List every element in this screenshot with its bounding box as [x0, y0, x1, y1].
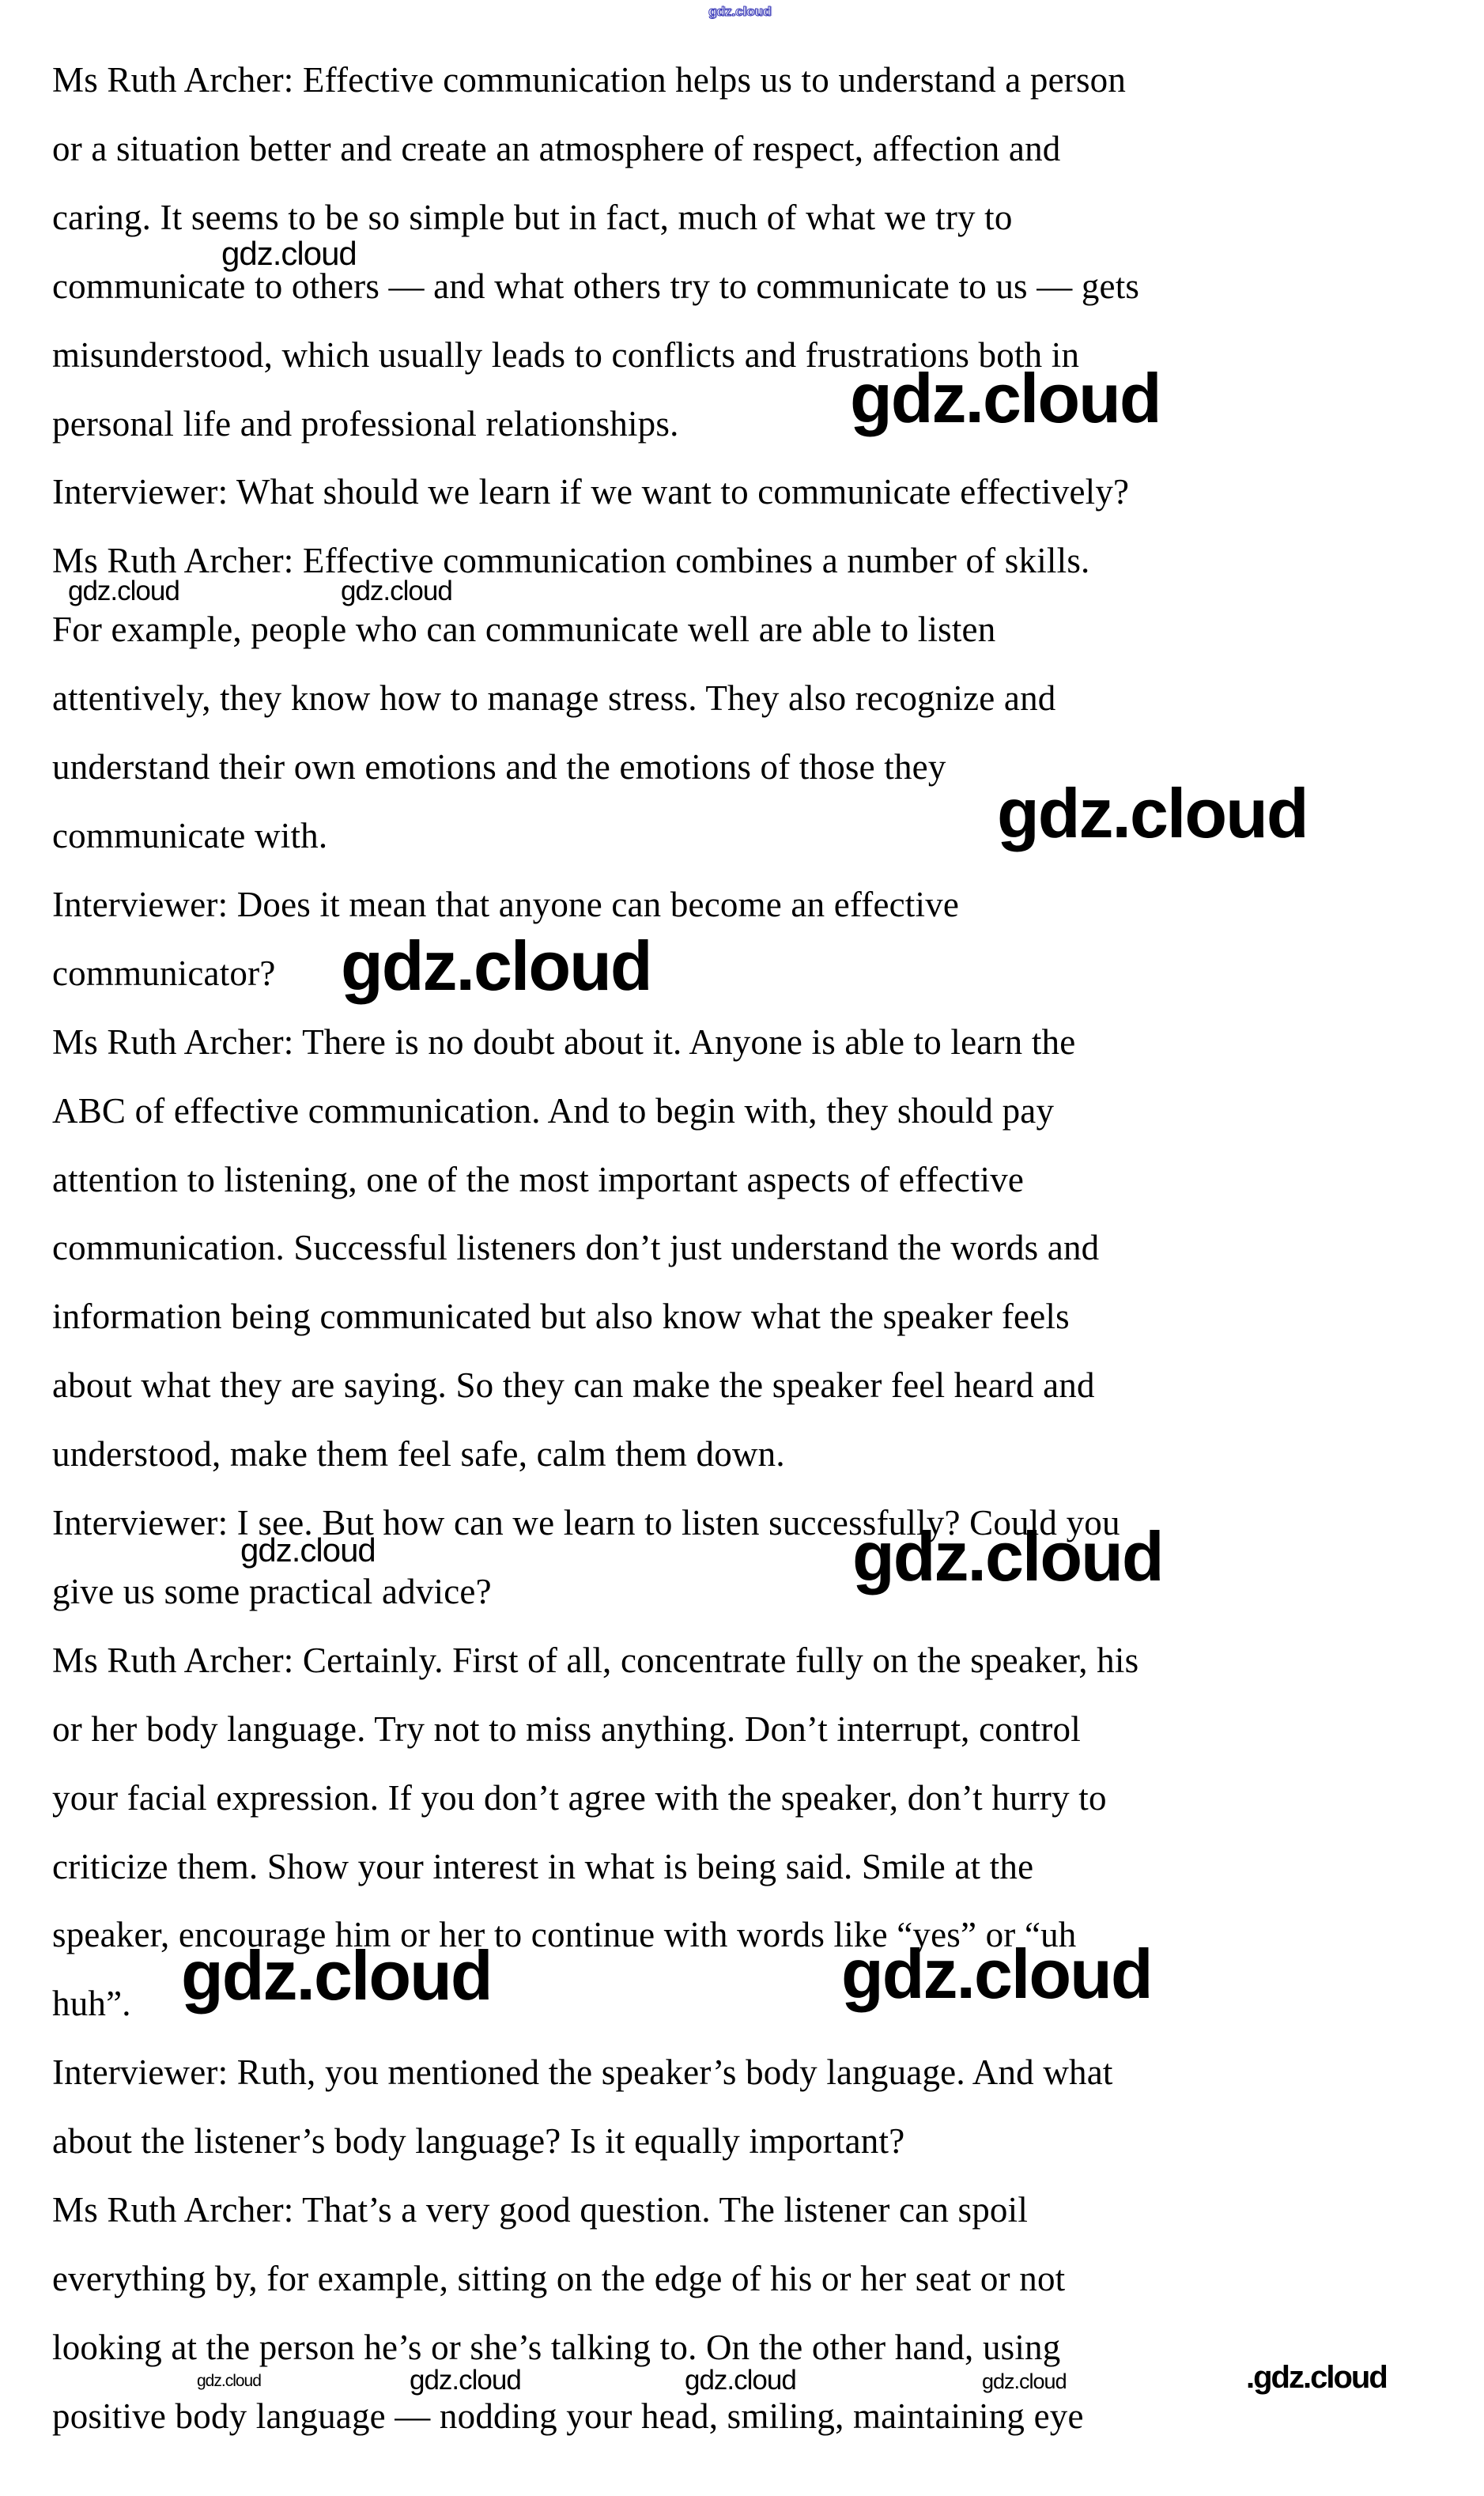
- gdz-cloud-watermark: gdz.cloud: [841, 1935, 1152, 2013]
- text-line: criticize them. Show your interest in what is being said. Smile at the: [52, 1846, 1034, 1886]
- gdz-cloud-watermark: gdz.cloud: [982, 2370, 1067, 2393]
- text-line: Ms Ruth Archer: Effective communication helps us to understand a person: [52, 60, 1127, 100]
- text-line: looking at the person he’s or she’s talking to. On the other hand, using: [52, 2327, 1061, 2367]
- text-line: understood, make them feel safe, calm them down.: [52, 1434, 785, 1475]
- gdz-cloud-watermark: gdz.cloud: [341, 576, 452, 606]
- text-line: give us some practical advice?: [52, 1571, 492, 1611]
- text-line: Interviewer: I see. But how can we learn to listen successfully? Could you: [52, 1503, 1120, 1543]
- text-line: attentively, they know how to manage stress. They also recognize and: [52, 678, 1056, 719]
- transcript-text-block: [52, 46, 1452, 2451]
- text-line: communicate with.: [52, 815, 328, 855]
- text-line: communicate to others — and what others try to communicate to us — gets: [52, 266, 1140, 306]
- text-line: Ms Ruth Archer: There is no doubt about it. Anyone is able to learn the: [52, 1021, 1076, 1062]
- text-line: Ms Ruth Archer: That’s a very good question. The listener can spoil: [52, 2190, 1029, 2230]
- gdz-cloud-watermark: gdz.cloud: [197, 2372, 261, 2390]
- gdz-cloud-watermark: gdz.cloud: [850, 359, 1161, 437]
- text-line: about the listener’s body language? Is it equally important?: [52, 2121, 905, 2162]
- text-line: personal life and professional relationships.: [52, 403, 679, 444]
- text-line: information being communicated but also know what the speaker feels: [52, 1297, 1070, 1337]
- text-line: positive body language — nodding your head, smiling, maintaining eye: [52, 2396, 1084, 2436]
- text-line: or her body language. Try not to miss anything. Don’t interrupt, control: [52, 1709, 1081, 1749]
- gdz-cloud-watermark: gdz.cloud: [221, 235, 357, 272]
- text-line: understand their own emotions and the emotions of those they: [52, 747, 946, 787]
- text-line: Interviewer: Does it mean that anyone can become an effective: [52, 884, 960, 924]
- text-line: Interviewer: What should we learn if we want to communicate effectively?: [52, 472, 1130, 512]
- text-line: Ms Ruth Archer: Certainly. First of all, concentrate fully on the speaker, his: [52, 1640, 1139, 1680]
- gdz-cloud-watermark: gdz.cloud: [341, 927, 651, 1005]
- gdz-cloud-watermark: gdz.cloud: [68, 576, 179, 606]
- text-line: misunderstood, which usually leads to conflicts and frustrations both in: [52, 334, 1080, 375]
- text-line: your facial expression. If you don’t agree with the speaker, don’t hurry to: [52, 1777, 1107, 1818]
- gdz-cloud-watermark: gdz.cloud: [685, 2365, 796, 2396]
- text-line: huh”.: [52, 1984, 131, 2024]
- gdz-cloud-watermark: gdz.cloud: [852, 1517, 1163, 1595]
- text-line: Ms Ruth Archer: Effective communication combines a number of skills.: [52, 541, 1090, 581]
- text-line: communicator?: [52, 953, 276, 993]
- text-line: or a situation better and create an atmosphere of respect, affection and: [52, 128, 1061, 168]
- text-line: speaker, encourage him or her to continue with words like “yes” or “uh: [52, 1915, 1077, 1955]
- text-line: caring. It seems to be so simple but in fact, much of what we try to: [52, 197, 1013, 237]
- gdz-cloud-watermark: gdz.cloud: [997, 774, 1308, 852]
- text-line: about what they are saying. So they can make the speaker feel heard and: [52, 1365, 1095, 1406]
- text-line: For example, people who can communicate well are able to listen: [52, 610, 996, 650]
- text-line: communication. Successful listeners don’t just understand the words and: [52, 1228, 1100, 1268]
- gdz-cloud-watermark: gdz.cloud: [410, 2365, 521, 2396]
- text-line: attention to listening, one of the most important aspects of effective: [52, 1159, 1025, 1199]
- text-line: ABC of effective communication. And to begin with, they should pay: [52, 1090, 1055, 1131]
- text-line: everything by, for example, sitting on the edge of his or her seat or not: [52, 2259, 1066, 2298]
- gdz-cloud-watermark: gdz.cloud: [708, 4, 772, 19]
- text-line: Interviewer: Ruth, you mentioned the speaker’s body language. And what: [52, 2052, 1113, 2093]
- gdz-cloud-watermark: .gdz.cloud: [1246, 2360, 1387, 2395]
- gdz-cloud-watermark: gdz.cloud: [181, 1936, 492, 2015]
- gdz-cloud-watermark: gdz.cloud: [240, 1531, 376, 1569]
